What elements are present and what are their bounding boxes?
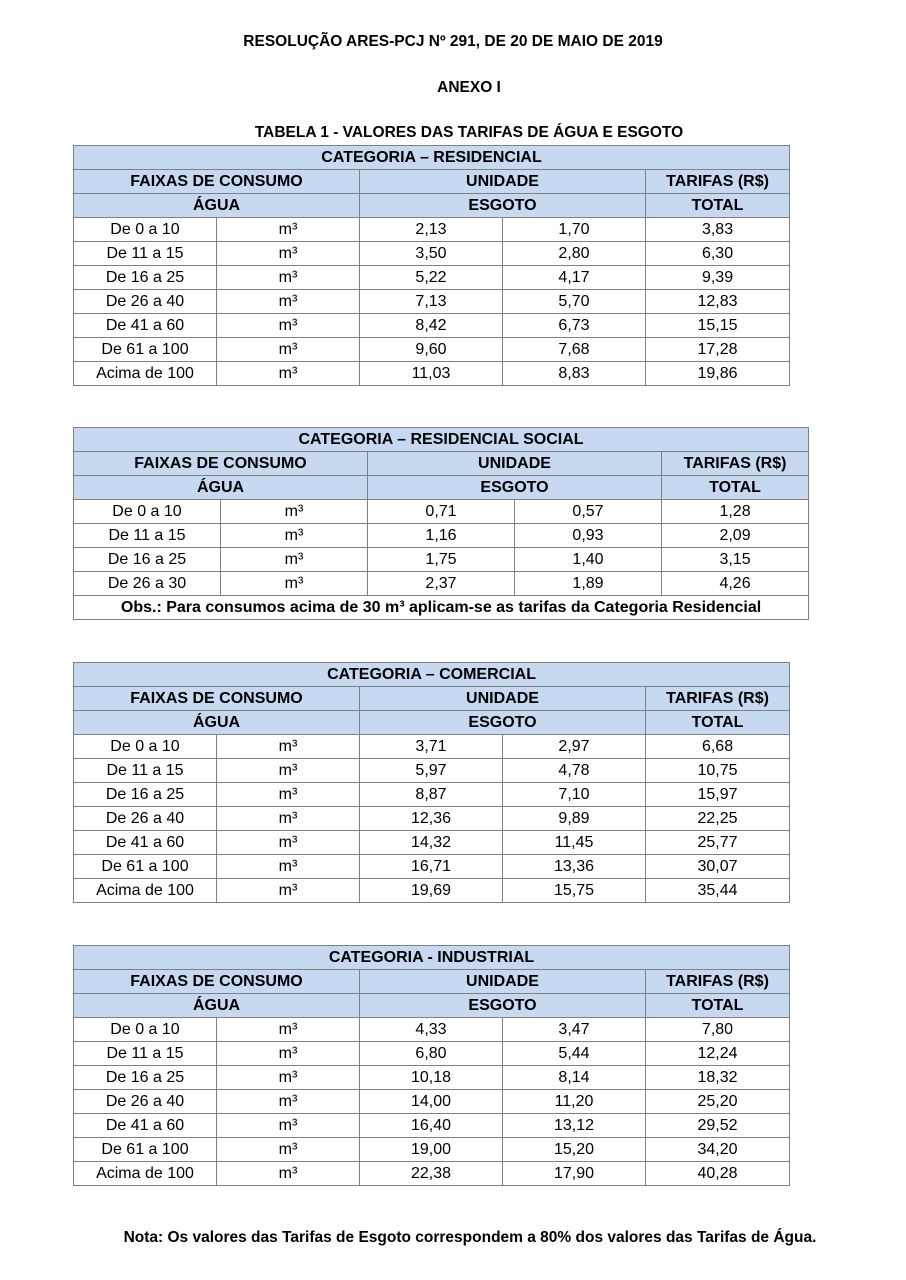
total-value: 12,24 — [646, 1042, 790, 1066]
table-row — [74, 1138, 790, 1162]
total-value: 35,44 — [646, 879, 790, 903]
agua-header: ÁGUA — [74, 994, 360, 1018]
table-row — [74, 338, 790, 362]
table-row — [74, 807, 790, 831]
esgoto-value: 8,83 — [503, 362, 646, 386]
category-title: CATEGORIA - INDUSTRIAL — [74, 946, 790, 970]
esgoto-value: 15,75 — [503, 879, 646, 903]
esgoto-value: 0,93 — [515, 524, 662, 548]
consumption-range: De 16 a 25 — [74, 1066, 217, 1090]
total-value: 6,68 — [646, 735, 790, 759]
faixas-header: FAIXAS DE CONSUMO — [74, 170, 360, 194]
agua-value: 19,69 — [360, 879, 503, 903]
category-title: CATEGORIA – RESIDENCIAL SOCIAL — [74, 428, 809, 452]
consumption-range: De 61 a 100 — [74, 338, 217, 362]
table-row — [74, 831, 790, 855]
tariff-table-residencial — [73, 145, 790, 386]
table-row — [74, 290, 790, 314]
esgoto-value: 4,78 — [503, 759, 646, 783]
esgoto-value: 1,70 — [503, 218, 646, 242]
agua-header: ÁGUA — [74, 476, 368, 500]
table-row — [74, 572, 809, 596]
esgoto-value: 0,57 — [515, 500, 662, 524]
consumption-range: De 0 a 10 — [74, 500, 221, 524]
unidade-header: UNIDADE — [360, 170, 646, 194]
agua-value: 16,71 — [360, 855, 503, 879]
agua-value: 8,42 — [360, 314, 503, 338]
table-row — [74, 218, 790, 242]
consumption-range: De 11 a 15 — [74, 524, 221, 548]
agua-value: 14,00 — [360, 1090, 503, 1114]
consumption-range: Acima de 100 — [74, 362, 217, 386]
total-value: 17,28 — [646, 338, 790, 362]
agua-value: 22,38 — [360, 1162, 503, 1186]
consumption-range: De 0 a 10 — [74, 735, 217, 759]
total-value: 29,52 — [646, 1114, 790, 1138]
table-row — [74, 1066, 790, 1090]
total-value: 25,20 — [646, 1090, 790, 1114]
esgoto-value: 9,89 — [503, 807, 646, 831]
unit-cell: m³ — [217, 1138, 360, 1162]
category-title: CATEGORIA – RESIDENCIAL — [74, 146, 790, 170]
consumption-range: De 16 a 25 — [74, 783, 217, 807]
total-value: 34,20 — [646, 1138, 790, 1162]
table-row — [74, 266, 790, 290]
consumption-range: De 0 a 10 — [74, 1018, 217, 1042]
total-value: 3,15 — [662, 548, 809, 572]
total-value: 3,83 — [646, 218, 790, 242]
tariff-table-comercial — [73, 662, 790, 903]
table-row — [74, 735, 790, 759]
esgoto-value: 7,10 — [503, 783, 646, 807]
resolution-title: RESOLUÇÃO ARES-PCJ Nº 291, DE 20 DE MAIO DE 2019 — [243, 33, 663, 50]
unit-cell: m³ — [217, 1090, 360, 1114]
esgoto-header: ESGOTO — [368, 476, 662, 500]
esgoto-header: ESGOTO — [360, 194, 646, 218]
unidade-header: UNIDADE — [360, 970, 646, 994]
table-row — [74, 1162, 790, 1186]
unit-cell: m³ — [217, 1066, 360, 1090]
total-header: TOTAL — [646, 194, 790, 218]
esgoto-value: 6,73 — [503, 314, 646, 338]
total-value: 15,97 — [646, 783, 790, 807]
obs-note: Obs.: Para consumos acima de 30 m³ aplicam-se as tarifas da Categoria Residencial — [74, 596, 809, 620]
agua-value: 7,13 — [360, 290, 503, 314]
total-value: 15,15 — [646, 314, 790, 338]
unit-cell: m³ — [217, 855, 360, 879]
agua-value: 5,97 — [360, 759, 503, 783]
table-row — [74, 314, 790, 338]
consumption-range: De 16 a 25 — [74, 266, 217, 290]
agua-value: 0,71 — [368, 500, 515, 524]
agua-value: 1,16 — [368, 524, 515, 548]
consumption-range: De 61 a 100 — [74, 855, 217, 879]
total-header: TOTAL — [646, 994, 790, 1018]
esgoto-value: 13,36 — [503, 855, 646, 879]
tarifas-header: TARIFAS (R$) — [646, 170, 790, 194]
table-title: TABELA 1 - VALORES DAS TARIFAS DE ÁGUA E ESGOTO — [254, 124, 684, 141]
footnote: Nota: Os valores das Tarifas de Esgoto correspondem a 80% dos valores das Tarifas de Água. — [123, 1229, 817, 1246]
agua-value: 2,13 — [360, 218, 503, 242]
agua-value: 11,03 — [360, 362, 503, 386]
agua-value: 12,36 — [360, 807, 503, 831]
total-value: 10,75 — [646, 759, 790, 783]
unit-cell: m³ — [221, 548, 368, 572]
total-value: 9,39 — [646, 266, 790, 290]
consumption-range: De 26 a 30 — [74, 572, 221, 596]
table-row — [74, 1114, 790, 1138]
esgoto-value: 11,20 — [503, 1090, 646, 1114]
unit-cell: m³ — [217, 1162, 360, 1186]
faixas-header: FAIXAS DE CONSUMO — [74, 970, 360, 994]
esgoto-value: 2,80 — [503, 242, 646, 266]
esgoto-value: 4,17 — [503, 266, 646, 290]
consumption-range: De 26 a 40 — [74, 807, 217, 831]
table-row — [74, 1018, 790, 1042]
total-value: 19,86 — [646, 362, 790, 386]
total-header: TOTAL — [662, 476, 809, 500]
unit-cell: m³ — [217, 1018, 360, 1042]
agua-value: 14,32 — [360, 831, 503, 855]
unit-cell: m³ — [217, 314, 360, 338]
agua-value: 1,75 — [368, 548, 515, 572]
total-value: 6,30 — [646, 242, 790, 266]
unit-cell: m³ — [217, 362, 360, 386]
esgoto-value: 1,40 — [515, 548, 662, 572]
table-row — [74, 1090, 790, 1114]
unidade-header: UNIDADE — [368, 452, 662, 476]
unit-cell: m³ — [217, 338, 360, 362]
agua-value: 16,40 — [360, 1114, 503, 1138]
total-value: 25,77 — [646, 831, 790, 855]
consumption-range: De 11 a 15 — [74, 759, 217, 783]
total-value: 2,09 — [662, 524, 809, 548]
agua-value: 4,33 — [360, 1018, 503, 1042]
consumption-range: De 41 a 60 — [74, 314, 217, 338]
table-row — [74, 362, 790, 386]
unit-cell: m³ — [221, 572, 368, 596]
unit-cell: m³ — [217, 783, 360, 807]
esgoto-value: 11,45 — [503, 831, 646, 855]
unit-cell: m³ — [217, 807, 360, 831]
agua-value: 3,50 — [360, 242, 503, 266]
unit-cell: m³ — [217, 242, 360, 266]
obs-row — [74, 596, 809, 620]
unit-cell: m³ — [217, 759, 360, 783]
unit-cell: m³ — [217, 290, 360, 314]
total-value: 7,80 — [646, 1018, 790, 1042]
agua-value: 5,22 — [360, 266, 503, 290]
unidade-header: UNIDADE — [360, 687, 646, 711]
tarifas-header: TARIFAS (R$) — [646, 970, 790, 994]
unit-cell: m³ — [217, 831, 360, 855]
unit-cell: m³ — [217, 735, 360, 759]
faixas-header: FAIXAS DE CONSUMO — [74, 452, 368, 476]
agua-value: 3,71 — [360, 735, 503, 759]
agua-value: 19,00 — [360, 1138, 503, 1162]
consumption-range: De 0 a 10 — [74, 218, 217, 242]
unit-cell: m³ — [217, 1042, 360, 1066]
total-value: 22,25 — [646, 807, 790, 831]
tariff-table-social — [73, 427, 809, 620]
tarifas-header: TARIFAS (R$) — [646, 687, 790, 711]
tarifas-header: TARIFAS (R$) — [662, 452, 809, 476]
table-row — [74, 500, 809, 524]
consumption-range: Acima de 100 — [74, 879, 217, 903]
consumption-range: De 41 a 60 — [74, 831, 217, 855]
consumption-range: De 26 a 40 — [74, 290, 217, 314]
category-title: CATEGORIA – COMERCIAL — [74, 663, 790, 687]
consumption-range: De 41 a 60 — [74, 1114, 217, 1138]
agua-value: 6,80 — [360, 1042, 503, 1066]
table-row — [74, 1042, 790, 1066]
esgoto-value: 3,47 — [503, 1018, 646, 1042]
esgoto-header: ESGOTO — [360, 711, 646, 735]
esgoto-value: 7,68 — [503, 338, 646, 362]
annex-title: ANEXO I — [437, 79, 501, 96]
esgoto-value: 1,89 — [515, 572, 662, 596]
total-value: 4,26 — [662, 572, 809, 596]
esgoto-value: 5,70 — [503, 290, 646, 314]
unit-cell: m³ — [221, 524, 368, 548]
esgoto-value: 13,12 — [503, 1114, 646, 1138]
table-row — [74, 548, 809, 572]
esgoto-header: ESGOTO — [360, 994, 646, 1018]
total-value: 30,07 — [646, 855, 790, 879]
unit-cell: m³ — [217, 266, 360, 290]
unit-cell: m³ — [217, 879, 360, 903]
unit-cell: m³ — [217, 218, 360, 242]
consumption-range: De 26 a 40 — [74, 1090, 217, 1114]
consumption-range: De 11 a 15 — [74, 242, 217, 266]
table-row — [74, 783, 790, 807]
agua-value: 8,87 — [360, 783, 503, 807]
table-row — [74, 759, 790, 783]
consumption-range: Acima de 100 — [74, 1162, 217, 1186]
consumption-range: De 11 a 15 — [74, 1042, 217, 1066]
consumption-range: De 16 a 25 — [74, 548, 221, 572]
table-row — [74, 879, 790, 903]
table-row — [74, 855, 790, 879]
total-value: 12,83 — [646, 290, 790, 314]
agua-value: 10,18 — [360, 1066, 503, 1090]
agua-value: 2,37 — [368, 572, 515, 596]
esgoto-value: 2,97 — [503, 735, 646, 759]
unit-cell: m³ — [217, 1114, 360, 1138]
esgoto-value: 5,44 — [503, 1042, 646, 1066]
esgoto-value: 17,90 — [503, 1162, 646, 1186]
esgoto-value: 15,20 — [503, 1138, 646, 1162]
consumption-range: De 61 a 100 — [74, 1138, 217, 1162]
table-row — [74, 242, 790, 266]
total-value: 1,28 — [662, 500, 809, 524]
table-row — [74, 524, 809, 548]
agua-value: 9,60 — [360, 338, 503, 362]
total-value: 18,32 — [646, 1066, 790, 1090]
total-value: 40,28 — [646, 1162, 790, 1186]
agua-header: ÁGUA — [74, 711, 360, 735]
total-header: TOTAL — [646, 711, 790, 735]
esgoto-value: 8,14 — [503, 1066, 646, 1090]
tariff-table-industrial — [73, 945, 790, 1186]
faixas-header: FAIXAS DE CONSUMO — [74, 687, 360, 711]
agua-header: ÁGUA — [74, 194, 360, 218]
unit-cell: m³ — [221, 500, 368, 524]
